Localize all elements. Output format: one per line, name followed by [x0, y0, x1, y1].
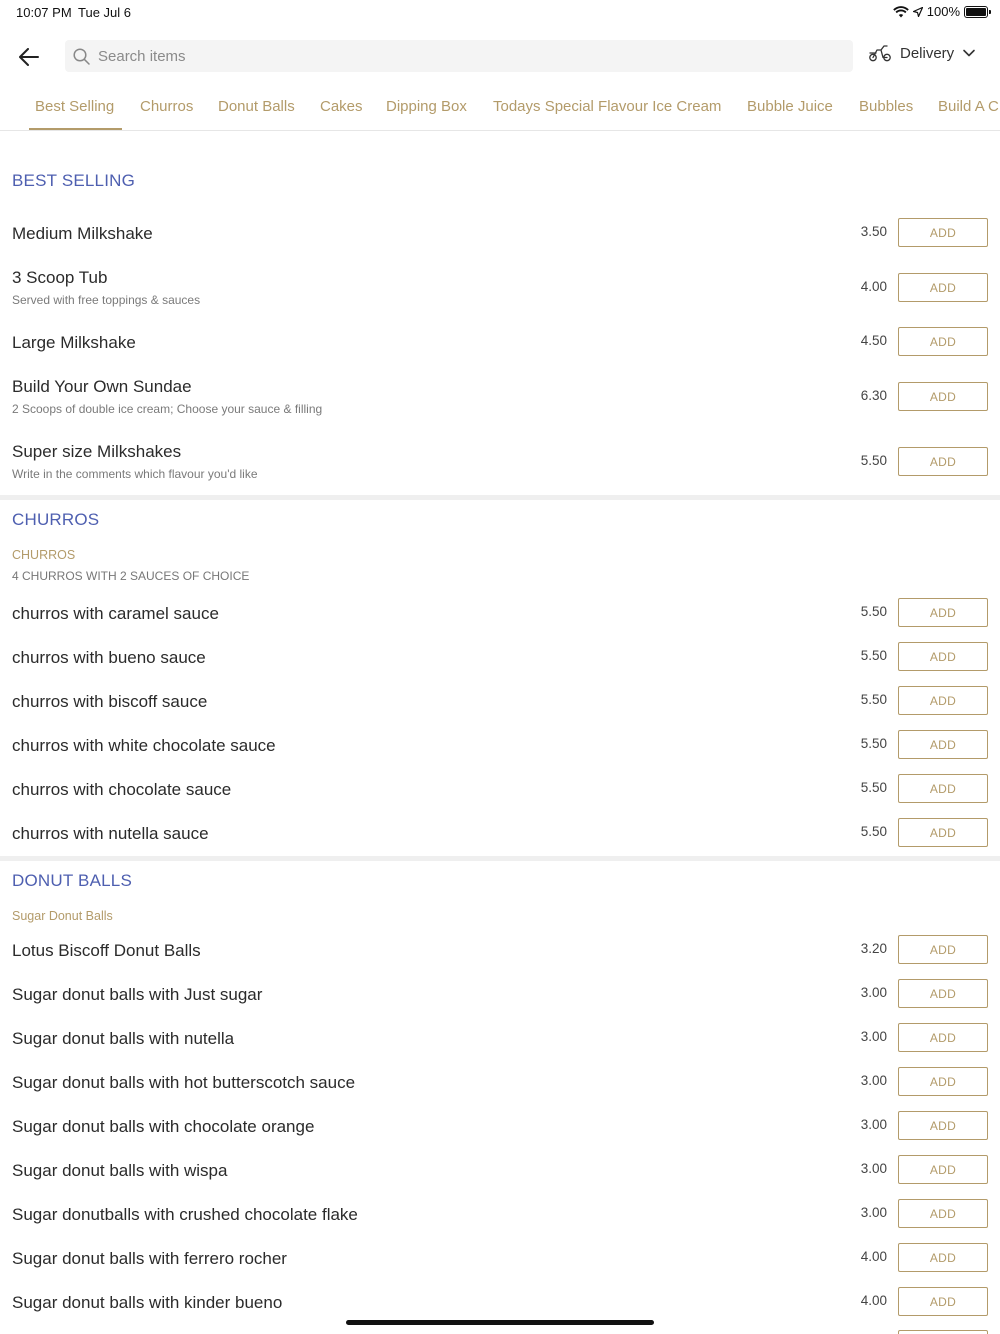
item-name: churros with caramel sauce — [12, 604, 219, 623]
add-button[interactable]: ADD — [898, 979, 988, 1008]
item-name: Large Milkshake — [12, 333, 136, 352]
add-button[interactable]: ADD — [898, 1067, 988, 1096]
item-name: Sugar donut balls with kinder bueno — [12, 1293, 283, 1312]
battery-percent: 100% — [926, 4, 960, 19]
search-bar[interactable] — [65, 40, 853, 72]
item-price: 3.50 — [860, 224, 887, 239]
item-price: 3.00 — [860, 1161, 887, 1176]
item-price: 5.50 — [860, 692, 887, 707]
list-item — [0, 377, 1000, 420]
section-title-churros: CHURROS — [12, 510, 100, 529]
section-divider — [0, 856, 1000, 861]
list-item — [0, 268, 1000, 311]
tab-todays-special[interactable]: Todays Special Flavour Ice Cream — [493, 98, 722, 115]
tab-best-selling[interactable]: Best Selling — [35, 98, 115, 115]
item-price: 5.50 — [860, 780, 887, 795]
delivery-selector[interactable] — [868, 44, 976, 62]
list-item — [0, 641, 1000, 681]
list-item — [0, 1023, 1000, 1063]
item-name: Sugar donut balls with ferrero rocher — [12, 1249, 287, 1268]
item-name: Build Your Own Sundae — [12, 377, 192, 396]
add-button[interactable]: ADD — [898, 1111, 988, 1140]
battery-icon — [964, 6, 988, 18]
tab-bubble-juice[interactable]: Bubble Juice — [747, 98, 833, 115]
list-item — [0, 1067, 1000, 1107]
item-name: Sugar donut balls with Just sugar — [12, 985, 263, 1004]
add-button[interactable]: ADD — [898, 598, 988, 627]
item-name: Medium Milkshake — [12, 224, 153, 243]
status-bar — [0, 0, 1000, 26]
item-price: 4.50 — [860, 333, 887, 348]
item-price: 4.00 — [860, 1249, 887, 1264]
item-price: 5.50 — [860, 736, 887, 751]
list-item — [0, 442, 1000, 485]
add-button[interactable]: ADD — [898, 774, 988, 803]
add-button[interactable]: ADD — [898, 1199, 988, 1228]
add-button[interactable] — [898, 1330, 988, 1334]
add-button[interactable]: ADD — [898, 730, 988, 759]
subcategory-description: 4 CHURROS WITH 2 SAUCES OF CHOICE — [12, 569, 250, 583]
list-item — [0, 597, 1000, 637]
item-name: Sugar donut balls with hot butterscotch sauce — [12, 1073, 356, 1092]
item-name: Sugar donut balls with wispa — [12, 1161, 228, 1180]
list-item — [0, 685, 1000, 725]
item-name: Super size Milkshakes — [12, 442, 182, 461]
list-item — [0, 1243, 1000, 1283]
item-name: Sugar donut balls with chocolate orange — [12, 1117, 315, 1136]
item-price: 4.00 — [860, 1293, 887, 1308]
item-price: 5.50 — [860, 453, 887, 468]
delivery-label: Delivery — [900, 44, 955, 62]
scooter-icon — [868, 44, 892, 62]
item-description: 2 Scoops of double ice cream; Choose your sauce & filling — [12, 402, 323, 416]
search-input[interactable] — [98, 48, 798, 65]
item-price: 3.20 — [860, 941, 887, 956]
category-tabs — [0, 84, 1000, 131]
item-price: 5.50 — [860, 824, 887, 839]
tab-churros[interactable]: Churros — [140, 98, 194, 115]
list-item — [0, 1111, 1000, 1151]
add-button[interactable]: ADD — [898, 818, 988, 847]
search-icon — [73, 48, 90, 65]
item-name: Sugar donutballs with crushed chocolate flake — [12, 1205, 358, 1224]
item-price: 3.00 — [860, 985, 887, 1000]
tab-donut-balls[interactable]: Donut Balls — [218, 98, 295, 115]
item-name: churros with bueno sauce — [12, 648, 206, 667]
add-button[interactable]: ADD — [898, 935, 988, 964]
list-item — [0, 1155, 1000, 1195]
item-name: churros with chocolate sauce — [12, 780, 232, 799]
location-arrow-icon — [913, 7, 923, 17]
add-button[interactable]: ADD — [898, 1287, 988, 1316]
wifi-icon — [893, 6, 909, 18]
add-button[interactable]: ADD — [898, 686, 988, 715]
add-button[interactable]: ADD — [898, 1023, 988, 1052]
add-button[interactable]: ADD — [898, 1155, 988, 1184]
tab-build-a[interactable]: Build A C — [938, 98, 999, 115]
list-item — [0, 729, 1000, 769]
add-button[interactable]: ADD — [898, 1243, 988, 1272]
section-divider — [0, 495, 1000, 500]
home-indicator[interactable] — [346, 1320, 654, 1325]
list-item — [0, 216, 1000, 256]
item-name: churros with biscoff sauce — [12, 692, 208, 711]
add-button[interactable]: ADD — [898, 642, 988, 671]
list-item — [0, 817, 1000, 857]
list-item — [0, 979, 1000, 1019]
arrow-left-icon — [19, 48, 39, 66]
add-button[interactable]: ADD — [898, 218, 988, 247]
item-price: 5.50 — [860, 648, 887, 663]
list-item — [0, 1199, 1000, 1239]
tab-bubbles[interactable]: Bubbles — [859, 98, 914, 115]
header — [0, 40, 1000, 72]
list-item — [0, 935, 1000, 975]
tab-dipping-box[interactable]: Dipping Box — [386, 98, 467, 115]
section-title-best-selling: BEST SELLING — [12, 171, 136, 190]
add-button[interactable]: ADD — [898, 273, 988, 302]
item-price: 6.30 — [860, 388, 887, 403]
chevron-down-icon — [962, 48, 976, 58]
item-price: 3.00 — [860, 1029, 887, 1044]
menu-list — [0, 131, 1000, 1334]
item-description: Served with free toppings & sauces — [12, 293, 201, 307]
subcategory-label: CHURROS — [12, 548, 76, 562]
item-description: Write in the comments which flavour you'd like — [12, 467, 258, 481]
item-price: 3.00 — [860, 1205, 887, 1220]
status-indicators — [893, 4, 988, 19]
add-button[interactable]: ADD — [898, 382, 988, 411]
item-name: Sugar donut balls with nutella — [12, 1029, 235, 1048]
item-price: 4.00 — [860, 279, 887, 294]
item-name: Lotus Biscoff Donut Balls — [12, 941, 201, 960]
item-name: churros with white chocolate sauce — [12, 736, 276, 755]
subcategory-label: Sugar Donut Balls — [12, 909, 113, 923]
section-title-donut-balls: DONUT BALLS — [12, 871, 132, 890]
list-item — [0, 325, 1000, 365]
status-date: Tue Jul 6 — [78, 5, 131, 20]
add-button[interactable]: ADD — [898, 327, 988, 356]
item-price: 3.00 — [860, 1073, 887, 1088]
list-item — [0, 773, 1000, 813]
tab-cakes[interactable]: Cakes — [320, 98, 363, 115]
item-price: 5.50 — [860, 604, 887, 619]
item-price: 3.00 — [860, 1117, 887, 1132]
status-time: 10:07 PM — [16, 5, 72, 20]
add-button[interactable]: ADD — [898, 447, 988, 476]
item-name: 3 Scoop Tub — [12, 268, 108, 287]
item-name: churros with nutella sauce — [12, 824, 209, 843]
back-button[interactable] — [16, 44, 42, 70]
